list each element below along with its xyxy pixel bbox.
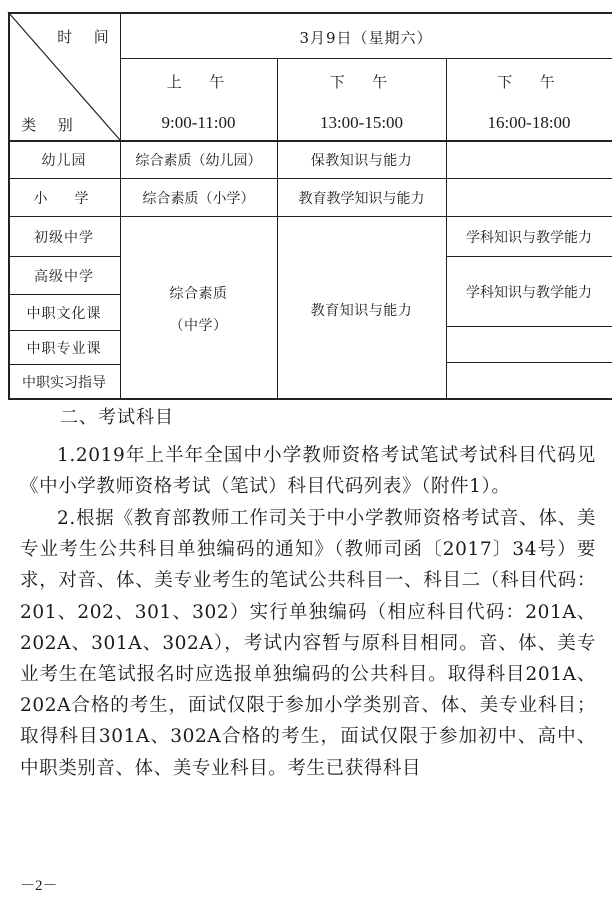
cell-kindergarten-session1: 综合素质（幼儿园） (135, 152, 262, 169)
table-border-bottom (8, 398, 612, 400)
category-junior-secondary: 初级中学 (34, 229, 94, 246)
page-number: －2－ (20, 878, 58, 894)
paragraph-1: 1.2019年上半年全国中小学教师资格考试笔试考试科目代码见《中小学教师资格考试（笔试）科目代码列表》（附件1）。 (20, 445, 596, 498)
cell-kindergarten-session2: 保教知识与能力 (310, 152, 413, 169)
cell-primary-session2: 教育教学知识与能力 (298, 190, 425, 207)
header-category-label: 类 别 (21, 115, 77, 134)
section-title: 二、考试科目 (60, 407, 174, 428)
header-date: 3月9日（星期六） (299, 28, 433, 47)
table-line-row4b (446, 326, 612, 327)
session-time-2: 13:00-15:00 (319, 113, 404, 132)
paragraph-2: 2.根据《教育部教师工作司关于中小学教师资格考试音、体、美专业考生公共科目单独编码的通知》（教师司函〔2017〕34号）要求，对音、体、美专业考生的笔试公共科目一、科目二（科目代码：201、202、301、302）实行单独编码（相应科目代码：201A、202A、301A、302A），考试内容暂与原科目相同。音、体、美专业考生在笔试报名时应选报单独编码的公共科目。取得科目201A、202A合格的考生，面试仅限于参加小学类别音、体、美专业科目；取得科目301A、302A合格的考生，面试仅限于参加初中、高中、中职类别音、体、美专业科目。考生已获得科目 (20, 508, 596, 779)
cell-senior-session3: 学科知识与教学能力 (466, 284, 592, 301)
session-period-2: 下 午 (329, 72, 394, 91)
category-vocational-culture: 中职文化课 (26, 305, 102, 322)
cell-secondary-session1-line1: 综合素质 (169, 286, 228, 302)
cell-primary-session1: 综合素质（小学） (142, 190, 255, 207)
header-time-label: 时 间 (57, 27, 113, 46)
category-kindergarten: 幼儿园 (41, 152, 87, 169)
cell-secondary-session1-line2: （中学） (169, 318, 228, 334)
category-vocational-practice: 中职实习指导 (22, 374, 106, 391)
cell-secondary-session2: 教育知识与能力 (310, 303, 413, 319)
session-period-1: 上 午 (166, 72, 231, 91)
session-period-3: 下 午 (497, 72, 561, 91)
table-line-row6b (446, 362, 612, 363)
category-vocational-specialty: 中职专业课 (26, 340, 102, 357)
category-senior-secondary: 高级中学 (34, 268, 94, 285)
cell-junior-session3: 学科知识与教学能力 (466, 229, 592, 246)
category-primary: 小 学 (33, 190, 95, 207)
session-time-3: 16:00-18:00 (487, 113, 571, 132)
session-time-1: 9:00-11:00 (161, 113, 236, 132)
table-border-top (8, 12, 612, 14)
table-line-date (120, 58, 612, 59)
